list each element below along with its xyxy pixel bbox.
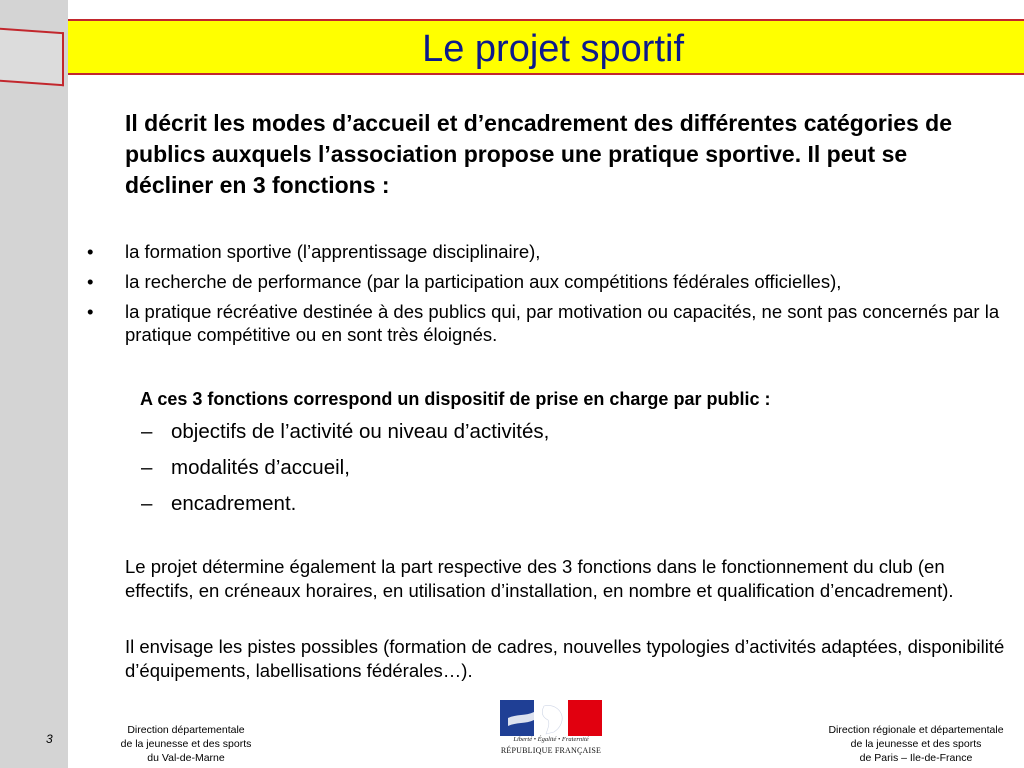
dash-icon: –	[141, 456, 153, 479]
slide-title: Le projet sportif	[422, 28, 684, 70]
dispositif-text: objectifs de l’activité ou niveau d’activités,	[171, 420, 550, 443]
intro-paragraph: Il décrit les modes d’accueil et d’encadrement des différentes catégories de publics auxquels l’association propose une pratique sportive. Il peut se décliner en 3 fonctions :	[125, 110, 953, 198]
dispositif-item	[141, 454, 841, 481]
page-number: 3	[46, 732, 53, 746]
footer-left-line: du Val-de-Marne	[147, 752, 225, 764]
dispositif-item	[141, 418, 841, 445]
corner-decoration	[0, 28, 64, 86]
marianne-flag-icon	[500, 700, 602, 736]
logo-name: RÉPUBLIQUE FRANÇAISE	[500, 746, 602, 755]
footer-left-credit	[96, 723, 276, 765]
dispositif-text: encadrement.	[171, 492, 297, 515]
logo-motto: Liberté • Égalité • Fraternité	[513, 736, 589, 743]
bullet-icon: •	[87, 301, 94, 322]
footer-right-line: de la jeunesse et des sports	[850, 738, 982, 750]
paragraph-pistes: Il envisage les pistes possibles (formation de cadres, nouvelles typologies d’activités adaptées, disponibilité d’équipements, labellisations fédérales…).	[125, 636, 1005, 681]
dispositif-heading: A ces 3 fonctions correspond un dispositif de prise en charge par public :	[140, 389, 771, 409]
footer-left-line: Direction départementale	[127, 724, 245, 736]
function-item	[87, 300, 1017, 346]
republique-francaise-logo	[500, 700, 602, 757]
function-text: la pratique récréative destinée à des publics qui, par motivation ou capacités, ne sont pas concernés par la pratique compétitive ou en sont très éloignés.	[125, 301, 1000, 345]
dispositif-item	[141, 490, 841, 517]
footer-left-line: de la jeunesse et des sports	[120, 738, 252, 750]
dispositif-text: modalités d’accueil,	[171, 456, 350, 479]
functions-list	[87, 240, 1017, 353]
footer-right-line: Direction régionale et départementale	[828, 724, 1004, 736]
function-text: la recherche de performance (par la participation aux compétitions fédérales officielles),	[125, 271, 842, 292]
left-side-strip	[0, 0, 68, 768]
paragraph-fonctions-part: Le projet détermine également la part respective des 3 fonctions dans le fonctionnement du club (en effectifs, en créneaux horaires, en utilisation d’installation, en nombre et qualification d’encadrement).	[125, 556, 954, 601]
dash-icon: –	[141, 492, 153, 515]
footer-right-line: de Paris – Ile-de-France	[859, 752, 973, 764]
title-bar	[68, 19, 1024, 75]
dispositif-list	[141, 418, 841, 526]
function-text: la formation sportive (l’apprentissage disciplinaire),	[125, 241, 541, 262]
bullet-icon: •	[87, 271, 94, 292]
dash-icon: –	[141, 420, 153, 443]
function-item	[87, 240, 1017, 263]
footer-right-credit	[806, 723, 1024, 765]
bullet-icon: •	[87, 241, 94, 262]
function-item	[87, 270, 1017, 293]
